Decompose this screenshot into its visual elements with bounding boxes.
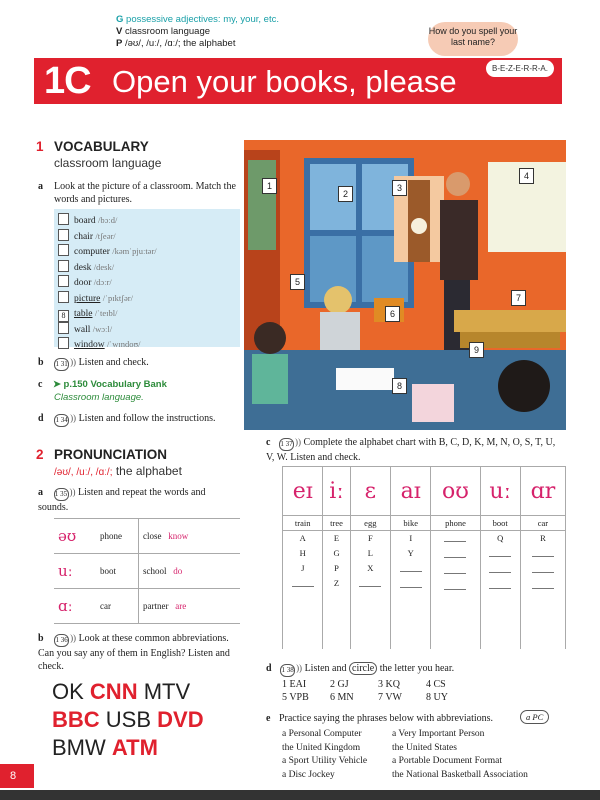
letter-group: 4 CS	[426, 679, 446, 690]
abbr-row-3	[52, 734, 204, 762]
abbreviation-list	[52, 678, 204, 762]
vocab-ipa: /ˈwɪndoʊ/	[107, 339, 141, 349]
phrase: a Personal Computer	[282, 729, 362, 739]
sound-symbol: ɑː	[54, 589, 96, 624]
picture-number-6: 6	[385, 306, 400, 322]
sound-word: car	[520, 516, 565, 531]
letter-group: 7 VW	[378, 692, 402, 703]
answer-box[interactable]	[58, 291, 69, 303]
answer-box[interactable]	[58, 229, 69, 241]
sound-picture: iː	[323, 467, 350, 516]
blank-line[interactable]	[444, 579, 466, 590]
answer-box[interactable]	[58, 213, 69, 225]
letter-group: 2 GJ	[330, 679, 349, 690]
vocab-a-text: Look at the picture of a classroom. Match the words and pictures.	[54, 181, 236, 205]
circle-word: circle	[349, 662, 377, 675]
sound-row	[54, 554, 240, 589]
vocab-item	[58, 244, 240, 260]
vocab-d	[38, 412, 216, 427]
vocab-word: table	[74, 309, 93, 319]
audio-track-icon[interactable]: 1 36	[54, 634, 69, 647]
sound-picture: ɑr	[520, 467, 565, 516]
alphabet-d	[266, 662, 454, 677]
vocab-word: wall	[74, 324, 91, 335]
grammar-prefix: G	[116, 14, 124, 25]
speech-bubble: How do you spell your last name?	[428, 22, 518, 56]
picture-number-7: 7	[511, 290, 526, 306]
word-2-3: close know	[139, 519, 241, 554]
label-c: c	[266, 437, 271, 448]
abbr-row-1	[52, 678, 204, 706]
abbr-dvd: DVD	[157, 707, 204, 732]
letter-column: R	[520, 531, 565, 650]
answer-box[interactable]	[58, 322, 69, 334]
label-c: c	[38, 379, 43, 390]
vocab-item	[58, 260, 240, 276]
blank-line[interactable]	[400, 577, 422, 588]
classroom-illustration	[244, 140, 566, 430]
abbr-cnn: CNN	[89, 679, 138, 704]
letter-column: Q	[480, 531, 520, 650]
vocab-bank-text: Classroom language.	[54, 392, 144, 403]
vocab-c	[38, 378, 167, 404]
vocab-item	[58, 229, 240, 245]
pron-a	[38, 486, 238, 514]
audio-track-icon[interactable]: 1 35	[54, 488, 69, 501]
sound-symbol: uː	[54, 554, 96, 589]
picture-number-3: 3	[392, 180, 407, 196]
letter-group: 8 UY	[426, 692, 448, 703]
vocab-word: chair	[74, 231, 93, 242]
lesson-code: 1C	[44, 60, 91, 102]
letter-column: E G P Z	[323, 531, 350, 650]
vocab-b-text: Listen and check.	[78, 357, 149, 368]
sound-icon: ))	[296, 663, 303, 673]
abbr-ok: OK	[52, 679, 84, 704]
vocab-prefix: V	[116, 26, 123, 37]
blank-line[interactable]	[359, 576, 381, 587]
vocab-bank-link[interactable]: ➤ p.150 Vocabulary Bank	[52, 379, 167, 390]
pron-heading	[36, 446, 167, 464]
sound-word: tree	[323, 516, 350, 531]
abbr-bbc: BBC	[52, 707, 100, 732]
pron-number: 2	[36, 447, 44, 462]
phrase: a Disc Jockey	[282, 769, 335, 780]
example-bubble: a PC	[520, 710, 549, 724]
letter-column: A H J	[283, 531, 323, 650]
picture-number-8: 8	[392, 378, 407, 394]
alphabet-chart	[282, 466, 566, 649]
answer-box[interactable]	[58, 244, 69, 256]
alphabet-d-text1: Listen and	[304, 663, 347, 674]
label-d: d	[266, 663, 272, 674]
vocab-ipa: /ˈpɪktʃər/	[102, 292, 133, 303]
sound-word: train	[283, 516, 323, 531]
sound-word: egg	[350, 516, 390, 531]
blank-line[interactable]	[532, 578, 554, 589]
word-2-3: school do	[139, 554, 241, 589]
sound-icon: ))	[69, 487, 76, 497]
lesson-title: Open your books, please	[112, 64, 457, 99]
sound-icon: ))	[294, 437, 301, 447]
sound-picture: ɛ	[350, 467, 390, 516]
sound-word: phone	[431, 516, 480, 531]
blank-line[interactable]	[292, 576, 314, 587]
alphabet-e-text: Practice saying the phrases below with abbreviations.	[278, 713, 494, 724]
blank-line[interactable]	[444, 547, 466, 558]
picture-number-5: 5	[290, 274, 305, 290]
grammar-line: possessive adjectives: my, your, etc.	[126, 14, 279, 25]
word-2-3: partner are	[139, 589, 241, 624]
picture-number-2: 2	[338, 186, 353, 202]
phrase: the United States	[392, 742, 457, 753]
word-1: car	[96, 589, 139, 624]
vocab-item	[58, 275, 240, 291]
blank-line[interactable]	[532, 562, 554, 573]
letter-group: 5 VPB	[282, 692, 309, 703]
phrase: a Portable Document Format	[392, 756, 503, 766]
answer-bubble: B-E-Z-E-R-R-A.	[486, 60, 554, 77]
lesson-overview	[116, 14, 279, 50]
vocab-ipa: /ˈteɪbl/	[94, 308, 118, 318]
vocab-item	[58, 213, 240, 229]
vocab-word: computer	[74, 247, 110, 257]
sound-symbol: əʊ	[54, 519, 96, 554]
label-b: b	[38, 633, 44, 644]
phrase: a Very Important Person	[392, 729, 485, 739]
vocab-ipa: /kəmˈpjuːtər/	[112, 246, 157, 256]
vocab-ipa: /bɔːd/	[98, 215, 118, 225]
sound-word: bike	[391, 516, 431, 531]
sound-picture: oʊ	[431, 467, 480, 516]
vocab-word: picture	[74, 293, 101, 304]
blank-line[interactable]	[489, 546, 511, 557]
pron-prefix: P	[116, 38, 123, 49]
word-1: phone	[96, 519, 139, 554]
letter-group: 6 MN	[330, 692, 354, 703]
abbr-row-2	[52, 706, 204, 734]
vocab-a	[38, 180, 238, 205]
pron-title: PRONUNCIATION	[53, 447, 167, 462]
label-e: e	[266, 713, 271, 724]
picture-number-4: 4	[519, 168, 534, 184]
vocab-d-text: Listen and follow the instructions.	[78, 413, 216, 424]
vocab-title: VOCABULARY	[53, 139, 149, 154]
vocab-ipa: /tʃeər/	[95, 230, 116, 241]
pron-b	[38, 632, 238, 673]
letter-column: I Y	[391, 531, 431, 650]
blank-line[interactable]	[444, 563, 466, 574]
vocab-ipa: /dɔːr/	[93, 277, 112, 287]
abbr-usb: USB	[105, 707, 152, 732]
alphabet-c	[266, 436, 566, 464]
letter-column	[431, 531, 480, 650]
blank-line[interactable]	[532, 546, 554, 557]
abbr-atm: ATM	[111, 735, 158, 760]
sound-table	[54, 518, 240, 624]
pron-b-text: Look at these common abbreviations. Can you say any of them in English? Listen and check.	[38, 633, 230, 672]
letter-groups	[282, 678, 482, 704]
pron-subtext: the alphabet	[115, 464, 182, 478]
vocab-b	[38, 356, 149, 371]
letter-group: 1 EAI	[282, 679, 307, 690]
sound-picture: eɪ	[283, 467, 323, 516]
bottom-edge	[0, 790, 600, 800]
audio-track-icon[interactable]: 1 34	[54, 414, 69, 427]
abbr-bmw: BMW	[52, 735, 106, 760]
answer-box[interactable]	[58, 260, 69, 272]
label-d: d	[38, 413, 44, 424]
vocab-word: door	[74, 278, 92, 288]
vocab-item	[58, 322, 240, 338]
alphabet-e	[266, 712, 516, 725]
letter-group: 3 KQ	[378, 679, 400, 690]
abbr-mtv: MTV	[143, 679, 191, 704]
answer-box[interactable]	[58, 337, 69, 349]
alphabet-c-text: Complete the alphabet chart with B, C, D, K, M, N, O, S, T, U, V, W. Listen and check.	[266, 437, 556, 463]
blank-line[interactable]	[489, 562, 511, 573]
sound-icon: ))	[70, 413, 77, 423]
sound-icon: ))	[70, 357, 77, 367]
blank-line[interactable]	[489, 578, 511, 589]
letter-column: F L X	[350, 531, 390, 650]
answer-box[interactable]: 8	[58, 310, 69, 322]
pron-ipa: /əʊ/, /uː/, /ɑː/;	[54, 467, 113, 478]
label-b: b	[38, 357, 44, 368]
sound-row	[54, 589, 240, 624]
audio-track-icon[interactable]: 1 31	[54, 358, 69, 371]
word-1: boot	[96, 554, 139, 589]
picture-number-9: 9	[469, 342, 484, 358]
answer-box[interactable]	[58, 275, 69, 287]
vocab-list	[54, 209, 240, 350]
vocab-item	[58, 291, 240, 307]
picture-number-1: 1	[262, 178, 277, 194]
pron-line: /əʊ/, /uː/, /ɑː/; the alphabet	[124, 38, 236, 49]
label-a: a	[38, 181, 43, 192]
phrases-left	[282, 728, 367, 782]
phrases-right	[392, 728, 528, 782]
vocab-subheading: classroom language	[54, 156, 162, 170]
vocab-word: board	[74, 216, 96, 226]
pron-subheading	[54, 464, 182, 478]
alphabet-d-text2: the letter you hear.	[379, 663, 455, 674]
audio-track-icon[interactable]: 1 38	[280, 664, 295, 677]
sound-picture: aɪ	[391, 467, 431, 516]
vocab-heading	[36, 138, 149, 156]
sound-icon: ))	[70, 633, 77, 643]
phrase: the United Kingdom	[282, 742, 361, 753]
vocab-ipa: /wɔːl/	[92, 323, 113, 334]
phrase: a Sport Utility Vehicle	[282, 756, 368, 766]
page-number: 8	[0, 764, 34, 788]
vocab-number: 1	[36, 139, 44, 154]
sound-picture: uː	[480, 467, 520, 516]
vocab-line: classroom language	[124, 26, 211, 37]
blank-line[interactable]	[400, 561, 422, 572]
vocab-word: window	[74, 340, 105, 350]
sound-row	[54, 519, 240, 554]
pron-a-text: Listen and repeat the words and sounds.	[38, 487, 206, 513]
blank-line[interactable]	[444, 531, 466, 542]
vocab-ipa: /desk/	[93, 261, 115, 272]
label-a: a	[38, 487, 43, 498]
sound-word: boot	[480, 516, 520, 531]
audio-track-icon[interactable]: 1 37	[279, 438, 294, 451]
vocab-word: desk	[74, 262, 92, 273]
vocab-item	[58, 306, 240, 322]
phrase: the National Basketball Association	[392, 769, 528, 780]
vocab-item	[58, 337, 240, 353]
